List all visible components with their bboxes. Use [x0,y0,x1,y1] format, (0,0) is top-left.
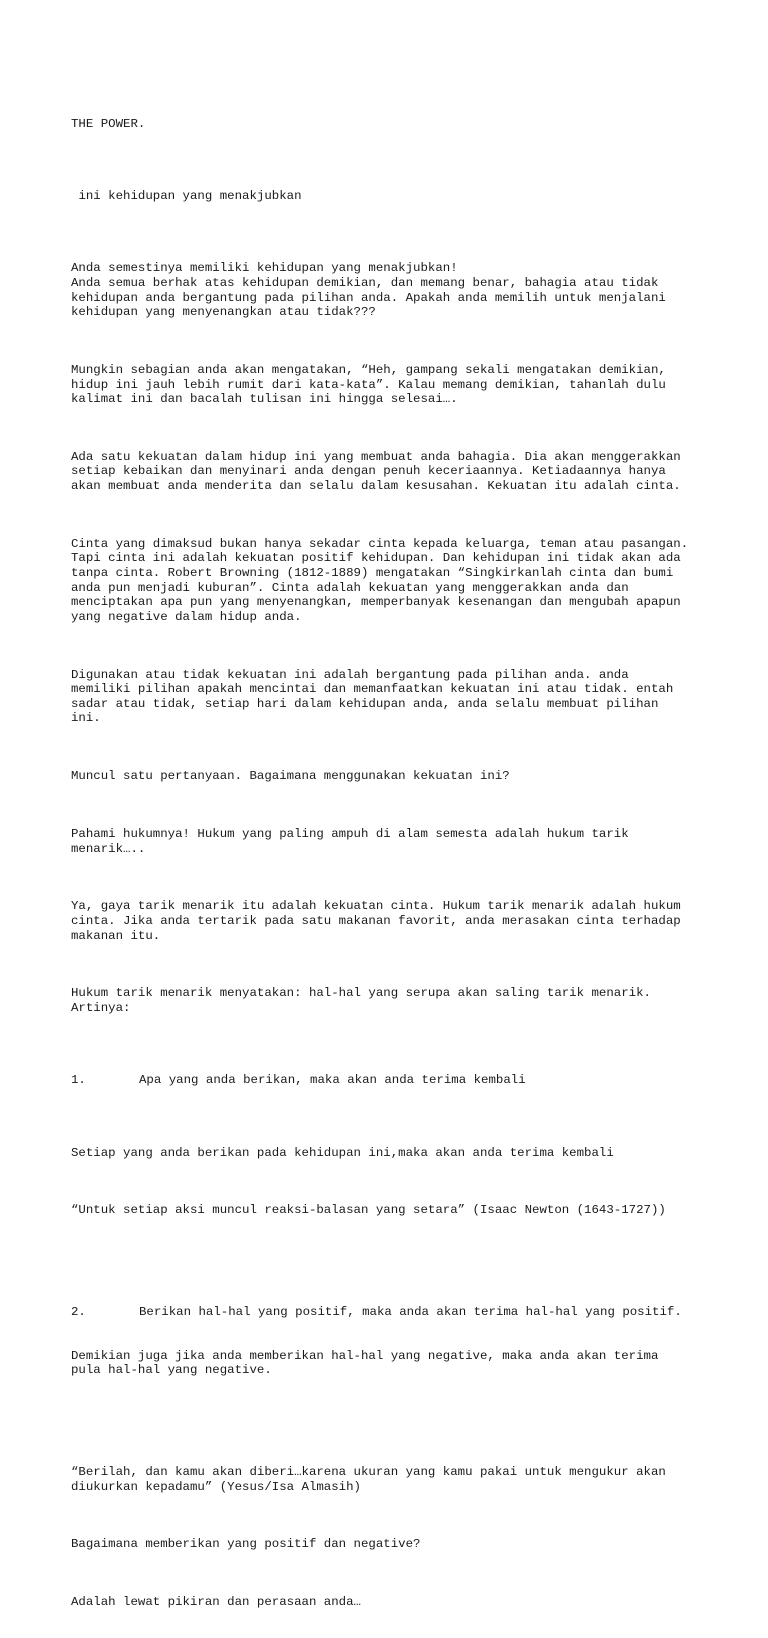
document-title: THE POWER. [71,117,146,132]
list-text-2-first-line: Berikan hal-hal yang positif, maka anda akan terima hal-hal yang positif. [139,1304,682,1319]
paragraph-10: Setiap yang anda berikan pada kehidupan ini,maka akan anda terima kembali [71,1145,614,1160]
paragraph-14: Adalah lewat pikiran dan perasaan anda… [71,1595,361,1610]
list-number-2: 2. [71,1304,86,1319]
paragraph-6: Muncul satu pertanyaan. Bagaimana menggunakan kekuatan ini? [71,769,510,784]
document-subtitle: ini kehidupan yang menakjubkan [71,188,302,203]
paragraph-3: Ada satu kekuatan dalam hidup ini yang membuat anda bahagia. Dia akan menggerakkan setiap kebaikan dan menyinari anda dengan penuh keceriaannya. Ketiadaannya hanya akan membuat anda menderita dan selalu dalam kesusahan. Kekuatan itu adalah cinta. [71,449,681,494]
paragraph-13: Bagaimana memberikan yang positif dan negative? [71,1537,421,1552]
paragraph-8: Ya, gaya tarik menarik itu adalah kekuatan cinta. Hukum tarik menarik adalah hukum cinta. Jika anda tertarik pada satu makanan favorit, anda merasakan cinta terhadap makanan itu. [71,899,681,943]
paragraph-11: “Untuk setiap aksi muncul reaksi-balasan yang setara” (Isaac Newton (1643-1727)) [71,1203,666,1218]
paragraph-4: Cinta yang dimaksud bukan hanya sekadar cinta kepada keluarga, teman atau pasangan. Tapi cinta ini adalah kekuatan positif kehidupan. Dan kehidupan ini tidak akan ada tanpa cinta. Robert Browning (1812-1889) mengatakan “Singkirkanlah cinta dan bumi anda pun menjadi kuburan”. Cinta adalah kekuatan yang menggerakkan anda dan menciptakan apa pun yang menyenangkan, memperbanyak kesenangan dan mengubah apapun yang negative dalam hidup anda. [71,536,689,624]
list-text-2-continuation: Demikian juga jika anda memberikan hal-hal yang negative, maka anda akan terima pula hal-hal yang negative. [71,1348,659,1378]
list-item-2 [71,1276,751,1407]
paragraph-9: Hukum tarik menarik menyatakan: hal-hal yang serupa akan saling tarik menarik. Artinya: [71,986,651,1015]
paragraph-1: Anda semestinya memiliki kehidupan yang menakjubkan! Anda semua berhak atas kehidupan demikian, dan memang benar, bahagia atau tidak kehidupan anda bergantung pada pilihan anda. Apakah anda memilih untuk menjalani kehidupan yang menyenangkan atau tidak??? [71,261,666,320]
list-text-1: Apa yang anda berikan, maka akan anda terima kembali [139,1073,526,1088]
paragraph-7: Pahami hukumnya! Hukum yang paling ampuh di alam semesta adalah hukum tarik menarik….. [71,826,629,856]
list-number-1: 1. [71,1073,86,1088]
paragraph-5: Digunakan atau tidak kekuatan ini adalah bergantung pada pilihan anda. anda memiliki pilihan apakah mencintai dan memanfaatkan kekuatan ini atau tidak. entah sadar atau tidak, setiap hari dalam kehidupan anda, anda selalu membuat pilihan ini. [71,667,674,726]
list-item-1 [71,1073,751,1088]
paragraph-12: “Berilah, dan kamu akan diberi…karena ukuran yang kamu pakai untuk mengukur akan diukurkan kepadamu” (Yesus/Isa Almasih) [71,1464,666,1494]
document-page [71,88,751,1638]
paragraph-2: Mungkin sebagian anda akan mengatakan, “Heh, gampang sekali mengatakan demikian, hidup ini jauh lebih rumit dari kata-kata”. Kalau memang demikian, tahanlah dulu kalimat ini dan bacalah tulisan ini hingga selesai…. [71,362,666,407]
